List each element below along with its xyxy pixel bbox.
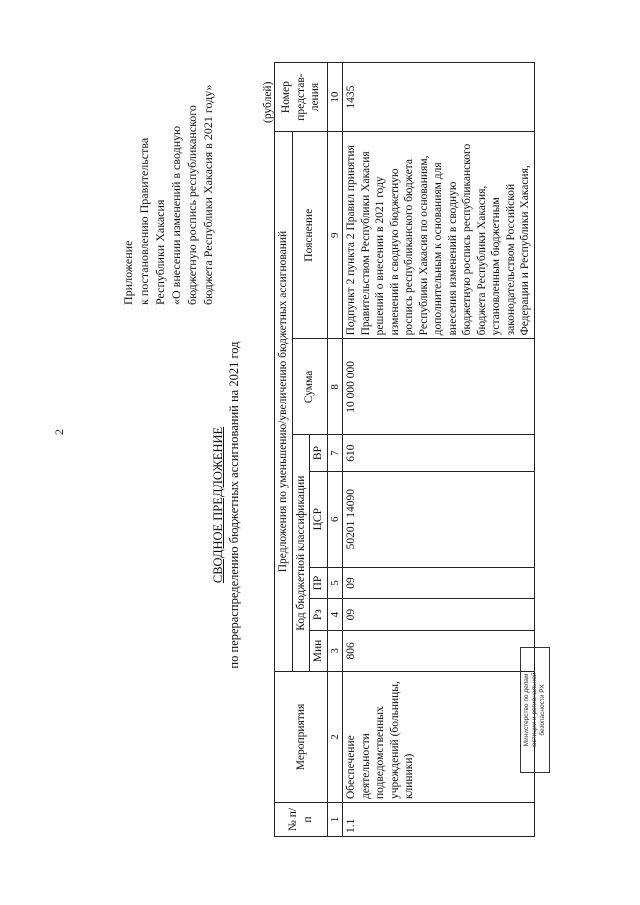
appendix-line: Республики Хакасия [153,199,167,305]
col-number: 10 [327,63,343,132]
registration-stamp [520,647,550,773]
appendix-line: бюджетную роспись республиканского [185,105,199,305]
col-number: 7 [327,435,343,471]
row-explanation: Подпункт 2 пункта 2 Правил принятия Правительством Республики Хакасия решений о внесении в 2021 году изменений в сводную бюджетную роспись республиканского бюджета Республики Хакасия по основаниям, дополнительным к основаниям для внесения изменений в сводную бюджетную роспись республиканского бюджета Республики Хакасия, установленным бюджетным законодательством Российской Федерации и Республики Хакасия, [343,132,535,339]
row-vr: 610 [343,435,535,471]
header-min: Мин [310,630,328,671]
appendix-line: к постановлению Правительства [137,137,151,305]
stamp-line: Министерство по делам [523,673,530,747]
header-explanation: Пояснение [292,132,327,339]
header-repr: Номер представ-ления [275,63,328,132]
row-min: 806 [343,630,535,671]
column-number-row [327,63,343,837]
stamp-line: безопасности РХ [539,684,546,736]
header-vr: ВР [310,435,328,471]
appendix-block [120,5,216,305]
appendix-line: бюджета Республики Хакасия в 2021 году» [201,84,215,305]
header-measures: Мероприятия [275,671,328,802]
document-title [210,225,242,785]
col-number: 4 [327,599,343,631]
header-rz: Рз [310,599,328,631]
page-number: 2 [52,429,66,435]
col-number: 9 [327,132,343,339]
title-main: СВОДНОЕ ПРЕДЛОЖЕНИЕ [211,426,225,584]
col-number: 6 [327,471,343,567]
header-sum: Сумма [292,339,327,435]
header-group: Предложения по уменьшению/увеличению бюджетных ассигнований [275,132,293,672]
row-rz: 09 [343,599,535,631]
row-csr: 50201 14090 [343,471,535,567]
row-sum: 10 000 000 [343,339,535,435]
col-number: 5 [327,567,343,599]
header-csr: ЦСР [310,471,328,567]
row-repr: 1435 [343,63,535,132]
header-num: № п/п [275,803,328,837]
appendix-line: «О внесении изменений в сводную [169,125,183,305]
appendix-line: Приложение [121,240,135,305]
stamp-line: юстиции и региональной [531,672,538,748]
col-number: 2 [327,671,343,802]
col-number: 8 [327,339,343,435]
header-pr: ПР [310,567,328,599]
row-num: 1.1 [343,803,535,837]
col-number: 3 [327,630,343,671]
proposal-table [274,62,535,837]
col-number: 1 [327,803,343,837]
title-sub: по перераспределению бюджетных ассигнований на 2021 год [227,341,241,669]
table-row [343,63,535,837]
row-pr: 09 [343,567,535,599]
row-measure: Обеспечение деятельности подведомственных учреждений (больницы, клиники) [343,671,535,802]
header-code: Код бюджетной классификации [292,435,310,672]
units-label: (рублей) [262,81,274,123]
